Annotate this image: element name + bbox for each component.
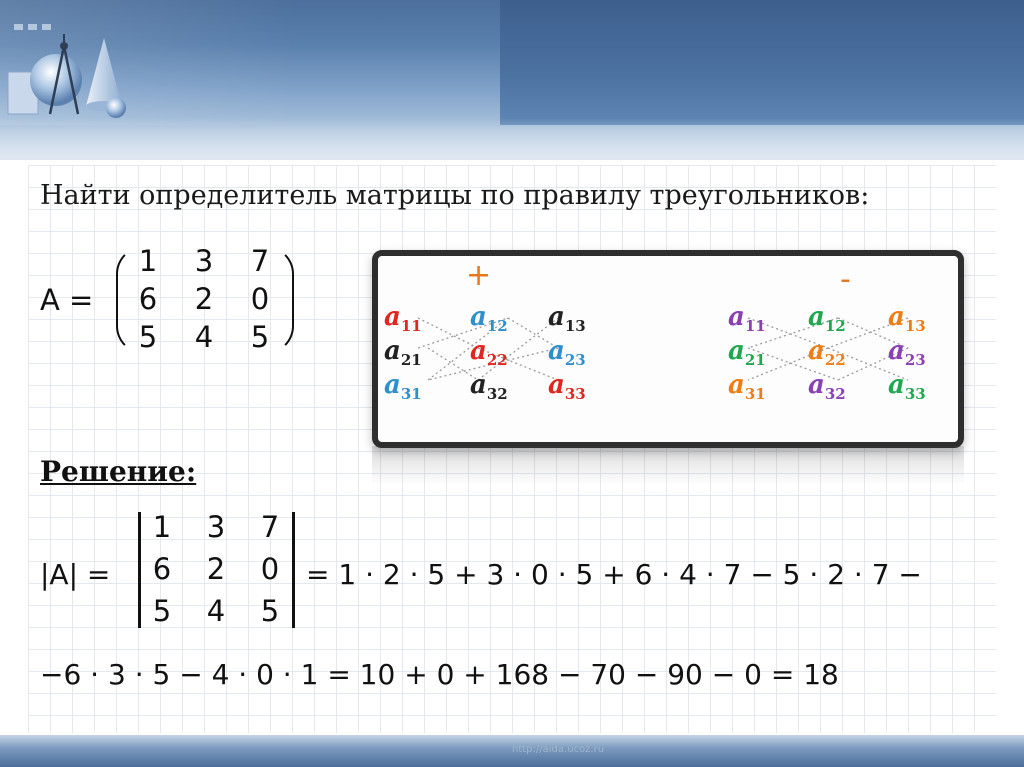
matrix-cell: 1	[138, 244, 158, 278]
element-a31: $a_{31}$	[384, 370, 422, 404]
matrix-cell: 7	[260, 510, 280, 544]
task-title: Найти определитель матрицы по правилу треугольников:	[40, 180, 870, 211]
matrix-cell: 3	[206, 510, 226, 544]
triangle-rule-diagram	[372, 250, 964, 448]
element-a12: $a_{12}$	[470, 302, 508, 336]
diagram-reflection	[372, 446, 964, 486]
matrix-cell: 2	[194, 282, 214, 316]
element-a22: $a_{22}$	[470, 336, 508, 370]
matrix-cell: 0	[260, 552, 280, 586]
matrix-cell: 4	[194, 320, 214, 354]
element-a31: $a_{31}$	[728, 370, 766, 404]
geometry-logo-icon	[4, 10, 134, 125]
matrix-cell: 5	[260, 594, 280, 628]
matrix-cell: 0	[250, 282, 270, 316]
header-banner	[0, 0, 1024, 160]
minus-sign: -	[840, 262, 851, 297]
matrix-cell: 6	[152, 552, 172, 586]
solution-heading: Решение:	[40, 455, 197, 488]
element-a12: $a_{12}$	[808, 302, 846, 336]
matrix-label: A =	[40, 283, 94, 317]
element-a33: $a_{33}$	[548, 370, 586, 404]
matrix-cell: 4	[206, 594, 226, 628]
matrix-cell: 2	[206, 552, 226, 586]
element-a23: $a_{23}$	[548, 336, 586, 370]
element-a21: $a_{21}$	[384, 336, 422, 370]
matrix-cell: 5	[250, 320, 270, 354]
matrix-cell: 3	[194, 244, 214, 278]
solution-line-2: −6 · 3 · 5 − 4 · 0 · 1 = 10 + 0 + 168 − 70 − 90 − 0 = 18	[40, 658, 839, 691]
solution-line-1: = 1 · 2 · 5 + 3 · 0 · 5 + 6 · 4 · 7 − 5 · 2 · 7 −	[306, 558, 922, 591]
element-a21: $a_{21}$	[728, 336, 766, 370]
matrix-cell: 1	[152, 510, 172, 544]
determinant-left-bar	[138, 512, 141, 628]
diagram-lines	[378, 256, 958, 442]
matrix-cell: 6	[138, 282, 158, 316]
element-a13: $a_{13}$	[548, 302, 586, 336]
determinant-label: |A| =	[40, 558, 111, 591]
determinant-right-bar	[292, 512, 295, 628]
element-a13: $a_{13}$	[888, 302, 926, 336]
element-a33: $a_{33}$	[888, 370, 926, 404]
element-a11: $a_{11}$	[384, 302, 422, 336]
element-a32: $a_{32}$	[808, 370, 846, 404]
plus-sign: +	[466, 258, 492, 293]
element-a32: $a_{32}$	[470, 370, 508, 404]
determinant-matrix	[142, 510, 292, 630]
matrix-a	[128, 244, 288, 354]
matrix-cell: 5	[138, 320, 158, 354]
matrix-cell: 7	[250, 244, 270, 278]
element-a22: $a_{22}$	[808, 336, 846, 370]
header-panel	[500, 0, 1024, 125]
matrix-cell: 5	[152, 594, 172, 628]
header-fade	[0, 118, 1024, 160]
footer-url: http://aida.ucoz.ru	[512, 744, 605, 755]
element-a11: $a_{11}$	[728, 302, 766, 336]
element-a23: $a_{23}$	[888, 336, 926, 370]
